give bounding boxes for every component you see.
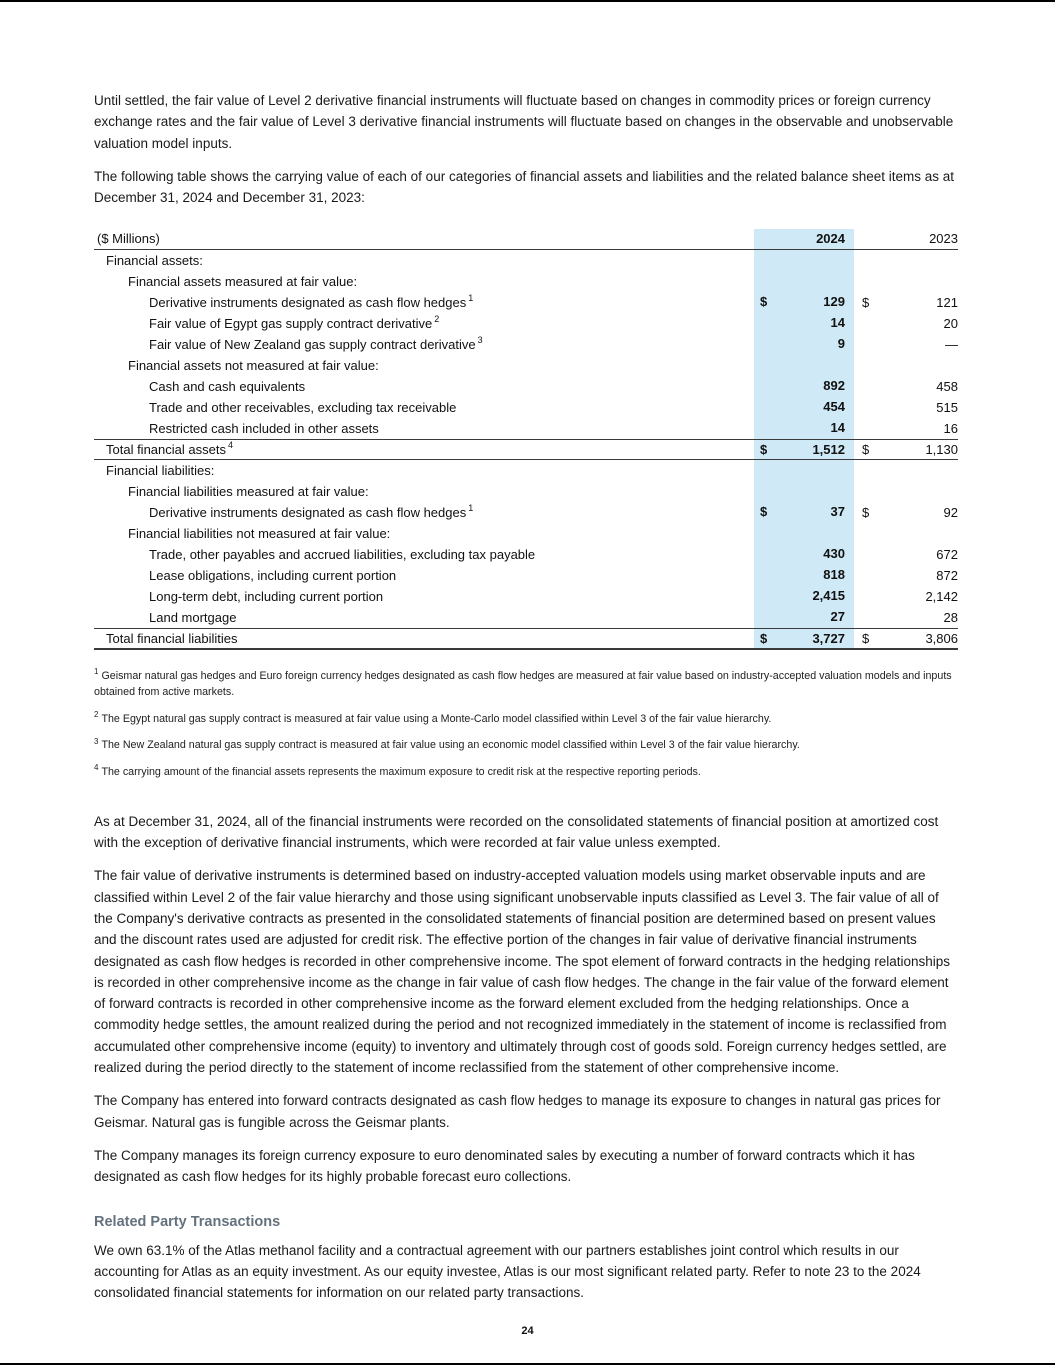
page-number: 24	[521, 1325, 534, 1337]
table-row	[94, 313, 958, 334]
cell-2024	[754, 481, 854, 502]
cell-2024: $ 37	[754, 502, 854, 523]
footnote-4-text: The carrying amount of the financial assets represents the maximum exposure to credit risk at the respective reporting periods.	[101, 765, 701, 778]
table-row	[94, 250, 958, 271]
intro-paragraph-1: Until settled, the fair value of Level 2 derivative financial instruments will fluctuate based on changes in commodity prices or foreign currency exchange rates and the fair value of Level 3 derivative financial instruments will fluctuate based on changes in the observable and unobservable valuation model inputs.	[94, 93, 954, 151]
footnote-1-marker: 1	[94, 667, 99, 677]
row-label: Trade and other receivables, excluding tax receivable	[149, 399, 457, 415]
cell-2024: $ 3,727	[754, 629, 854, 648]
table-row	[94, 334, 958, 355]
cell-2024: 430	[754, 544, 854, 565]
table-row	[94, 460, 958, 481]
row-label: Trade, other payables and accrued liabilities, excluding tax payable	[149, 546, 536, 562]
table-row	[94, 397, 958, 418]
table-row	[94, 565, 958, 586]
footnote-3-marker: 3	[94, 736, 99, 746]
footnote-1-text: Geismar natural gas hedges and Euro foreign currency hedges designated as cash flow hedges are measured at fair value based on industry-accepted valuation models and inputs obtained from active markets.	[94, 669, 952, 699]
row-label: Fair value of New Zealand gas supply contract derivative $^3$	[149, 335, 483, 352]
table-row	[94, 292, 958, 313]
row-label: Total financial assets $^4$	[106, 440, 233, 457]
table-row	[94, 523, 958, 544]
body-paragraph-4: The Company manages its foreign currency exposure to euro denominated sales by executing a number of forward contracts which it has designated as cash flow hedges for its highly probable forecast euro collections.	[94, 1148, 915, 1185]
table-row	[94, 355, 958, 376]
cell-2023: 872	[936, 567, 958, 583]
cell-2023: 458	[936, 378, 958, 394]
table-row	[94, 271, 958, 292]
cell-2023: $ 1,130	[862, 441, 958, 457]
cell-2023	[854, 279, 958, 283]
page-content	[0, 2, 1055, 1304]
row-label: Financial liabilities measured at fair value:	[128, 483, 369, 499]
table-row	[94, 628, 958, 650]
cell-2024: 9	[754, 334, 854, 355]
cell-2023: 16	[943, 420, 958, 436]
cell-2024	[754, 355, 854, 376]
footnote-2-marker: 2	[94, 710, 99, 720]
cell-2023: 28	[943, 609, 958, 625]
row-label: Financial liabilities:	[106, 462, 215, 478]
cell-2023: 672	[936, 546, 958, 562]
table-row	[94, 586, 958, 607]
cell-2024	[754, 523, 854, 544]
cell-2024: 14	[754, 313, 854, 334]
row-label: Financial assets not measured at fair value:	[128, 357, 379, 373]
table-row	[94, 418, 958, 439]
row-label: Land mortgage	[149, 609, 237, 625]
footnote-1	[94, 668, 958, 701]
cell-2024	[754, 271, 854, 292]
footnote-2	[94, 711, 958, 728]
cell-2024: 818	[754, 565, 854, 586]
table-header-2023-label: 2023	[929, 231, 958, 247]
cell-2023: $ 121	[862, 294, 958, 310]
cell-2023	[854, 468, 958, 472]
cell-2023: 2,142	[925, 588, 958, 604]
cell-2024	[754, 250, 854, 271]
footnotes	[94, 668, 958, 781]
row-label: Financial assets measured at fair value:	[128, 273, 358, 289]
table-header-row	[94, 229, 958, 250]
row-label: Derivative instruments designated as cash flow hedges $^1$	[149, 503, 474, 520]
footnote-2-text: The Egypt natural gas supply contract is measured at fair value using a Monte-Carlo model classified within Level 3 of the fair value hierarchy.	[101, 712, 772, 725]
row-label: Restricted cash included in other assets	[149, 420, 379, 436]
footnote-3-text: The New Zealand natural gas supply contract is measured at fair value using an economic model classified within Level 3 of the fair value hierarchy.	[101, 739, 800, 752]
cell-2024: 892	[754, 376, 854, 397]
body-paragraph-3: The Company has entered into forward contracts designated as cash flow hedges to manage its exposure to changes in natural gas prices for Geismar. Natural gas is fungible across the Geismar plants.	[94, 1093, 941, 1130]
row-label: Fair value of Egypt gas supply contract derivative $^2$	[149, 314, 440, 331]
table-header-2024	[754, 229, 854, 249]
cell-2023	[854, 489, 958, 493]
body-paragraph-2: The fair value of derivative instruments is determined based on industry-accepted valuation models using market observable inputs and are classified within Level 2 of the fair value hierarchy and those using significant unobservable inputs classified as Level 3. The fair value of all of the Company's derivative contracts as presented in the consolidated statements of financial position are determined based on present values and the discount rates used are adjusted for credit risk. The effective portion of the changes in fair value of derivative financial instruments designated as cash flow hedges is recorded in other comprehensive income. The spot element of forward contracts in the hedging relationships is recorded in other comprehensive income as the change in fair value of cash flow hedges. The change in the fair value of the forward element of forward contracts is recorded in other comprehensive income as the forward element excluded from the hedging relationships. Once a commodity hedge settles, the amount realized during the period and not recognized immediately in the statement of income is reclassified from accumulated other comprehensive income (equity) to inventory and ultimately through cost of goods sold. Foreign currency hedges settled, are realized during the period directly to the statement of income reclassified from the statement of other comprehensive income.	[94, 868, 950, 1076]
row-label: Lease obligations, including current portion	[149, 567, 397, 583]
row-label: Financial liabilities not measured at fair value:	[128, 525, 391, 541]
table-header-2023	[854, 229, 958, 248]
table-row	[94, 481, 958, 502]
body-paragraph-1: As at December 31, 2024, all of the financial instruments were recorded on the consolidated statements of financial position at amortized cost with the exception of derivative financial instruments, which were recorded at fair value unless exempted.	[94, 813, 939, 850]
cell-2023: 515	[936, 399, 958, 415]
cell-2023: $ 92	[862, 504, 958, 520]
related-party-paragraph: We own 63.1% of the Atlas methanol facility and a contractual agreement with our partners establishes joint control which results in our accounting for Atlas as an equity investment. As our equity investee, Atlas is our most significant related party. Refer to note 23 to the 2024 consolidated financial statements for information on our related party transactions.	[94, 1242, 921, 1301]
footnote-4-marker: 4	[94, 763, 99, 773]
cell-2023	[854, 258, 958, 262]
financial-table-rows	[94, 250, 958, 650]
cell-2024: 27	[754, 607, 854, 628]
cell-2024	[754, 460, 854, 481]
row-label: Cash and cash equivalents	[149, 378, 306, 394]
footnote-3	[94, 737, 958, 754]
footnote-4	[94, 764, 958, 781]
table-header-millions: ($ Millions)	[97, 231, 160, 247]
row-label: Derivative instruments designated as cash flow hedges $^1$	[149, 293, 474, 310]
cell-2024: 14	[754, 418, 854, 439]
table-row	[94, 607, 958, 628]
row-label: Long-term debt, including current portion	[149, 588, 384, 604]
cell-2023: —	[945, 336, 958, 352]
table-row	[94, 544, 958, 565]
table-row	[94, 439, 958, 460]
cell-2024: $ 129	[754, 292, 854, 313]
row-label: Financial assets:	[106, 252, 203, 268]
cell-2024: $ 1,512	[754, 440, 854, 459]
cell-2024: 2,415	[754, 586, 854, 607]
financial-table	[94, 229, 958, 650]
cell-2023	[854, 363, 958, 367]
table-row	[94, 376, 958, 397]
table-row	[94, 502, 958, 523]
cell-2023	[854, 531, 958, 535]
intro-paragraph-2: The following table shows the carrying value of each of our categories of financial assets and liabilities and the related balance sheet items as at December 31, 2024 and December 31, 2023:	[94, 168, 954, 206]
table-header-2024-label: 2024	[816, 230, 845, 246]
cell-2023: 20	[943, 315, 958, 331]
row-label: Total financial liabilities	[106, 630, 238, 646]
cell-2023: $ 3,806	[862, 630, 958, 646]
related-party-heading: Related Party Transactions	[94, 1213, 281, 1230]
cell-2024: 454	[754, 397, 854, 418]
